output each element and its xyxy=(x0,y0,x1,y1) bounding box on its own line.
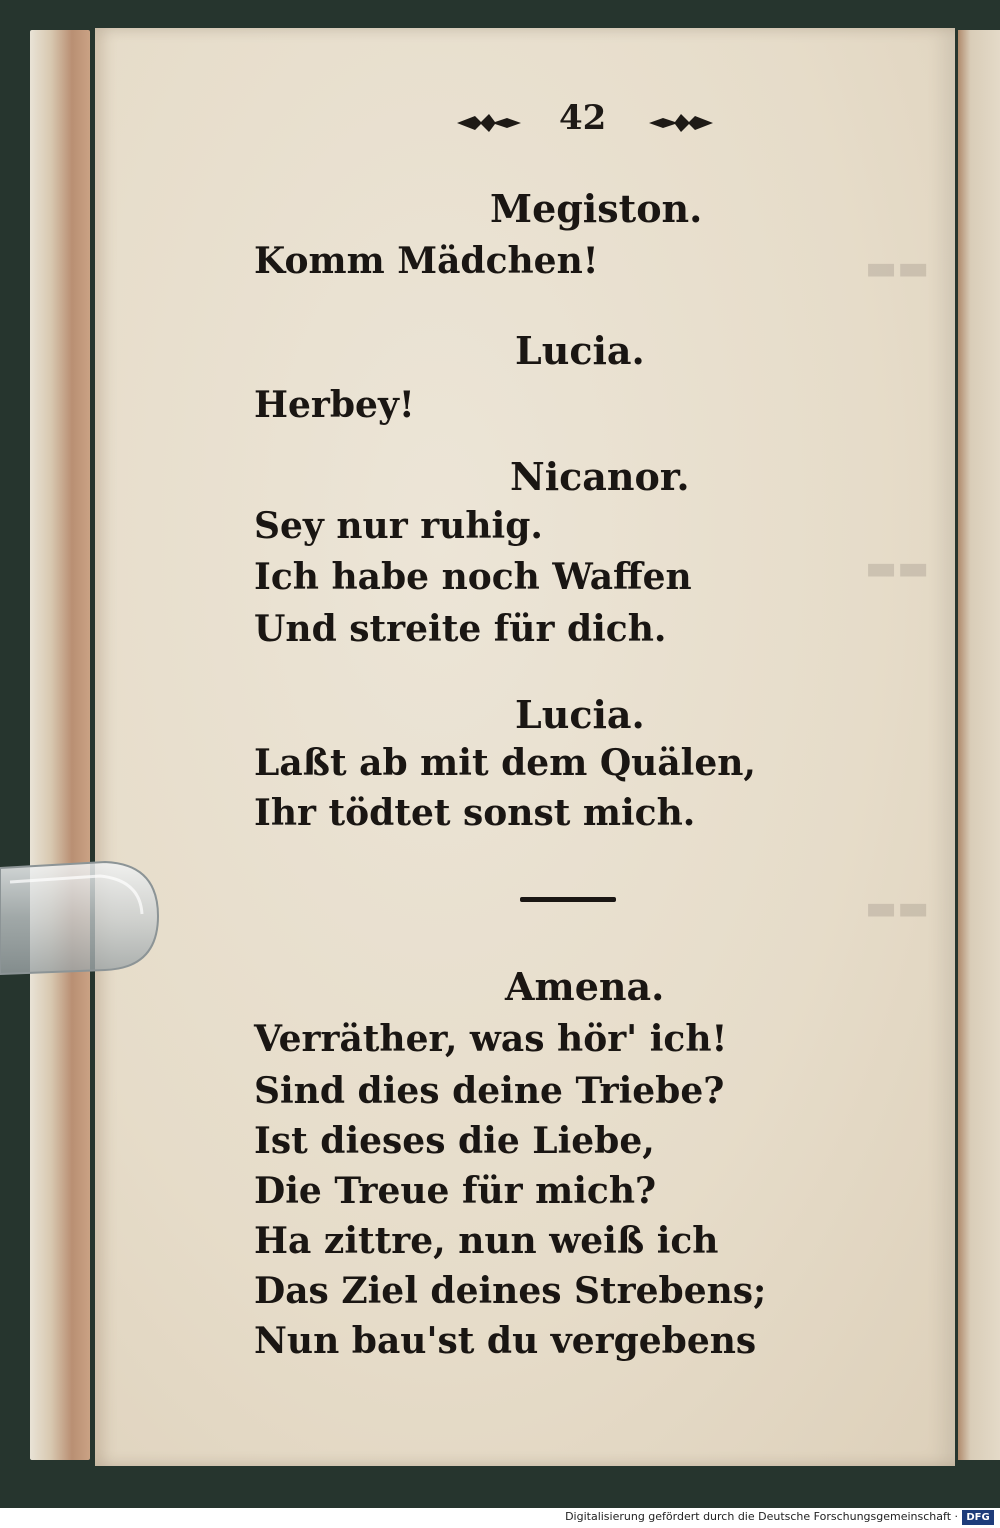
verse-line: Die Treue für mich? xyxy=(254,1170,657,1212)
verse-line: Nun bau'st du vergebens xyxy=(254,1320,757,1362)
right-ornament-icon xyxy=(645,108,715,138)
page-clip-icon xyxy=(0,858,160,978)
verse-line: Ha zittre, nun weiß ich xyxy=(254,1220,719,1262)
speaker-nicanor: Nicanor. xyxy=(510,454,690,499)
dfg-logo: DFG xyxy=(962,1510,994,1525)
section-divider xyxy=(520,897,616,902)
speaker-megiston: Megiston. xyxy=(490,186,703,231)
show-through-1: ▬▬ xyxy=(865,248,930,288)
speaker-lucia: Lucia. xyxy=(515,692,645,737)
verse-line: Ist dieses die Liebe, xyxy=(254,1120,655,1162)
page-number: 42 xyxy=(559,98,607,138)
funding-credit: Digitalisierung gefördert durch die Deutsche Forschungsgemeinschaft · xyxy=(565,1510,958,1523)
verse-line: Verräther, was hör' ich! xyxy=(254,1018,728,1060)
show-through-2: ▬▬ xyxy=(865,548,930,588)
verse-line: Und streite für dich. xyxy=(254,608,667,650)
speaker-amena: Amena. xyxy=(505,964,665,1009)
verse-line: Das Ziel deines Strebens; xyxy=(254,1270,767,1312)
verse-line: Komm Mädchen! xyxy=(254,240,599,282)
verse-line: Herbey! xyxy=(254,384,415,426)
page-header xyxy=(455,98,715,148)
speaker-lucia: Lucia. xyxy=(515,328,645,373)
verse-line: Laßt ab mit dem Quälen, xyxy=(254,742,756,784)
verse-line: Sind dies deine Triebe? xyxy=(254,1070,725,1112)
book-page-edges xyxy=(30,30,90,1460)
show-through-3: ▬▬ xyxy=(865,888,930,928)
verse-line: Ich habe noch Waffen xyxy=(254,556,692,598)
footer-bar xyxy=(0,1508,1000,1528)
facing-page-edge xyxy=(958,30,1000,1460)
left-ornament-icon xyxy=(455,108,525,138)
verse-line: Ihr tödtet sonst mich. xyxy=(254,792,696,834)
verse-line: Sey nur ruhig. xyxy=(254,505,543,547)
